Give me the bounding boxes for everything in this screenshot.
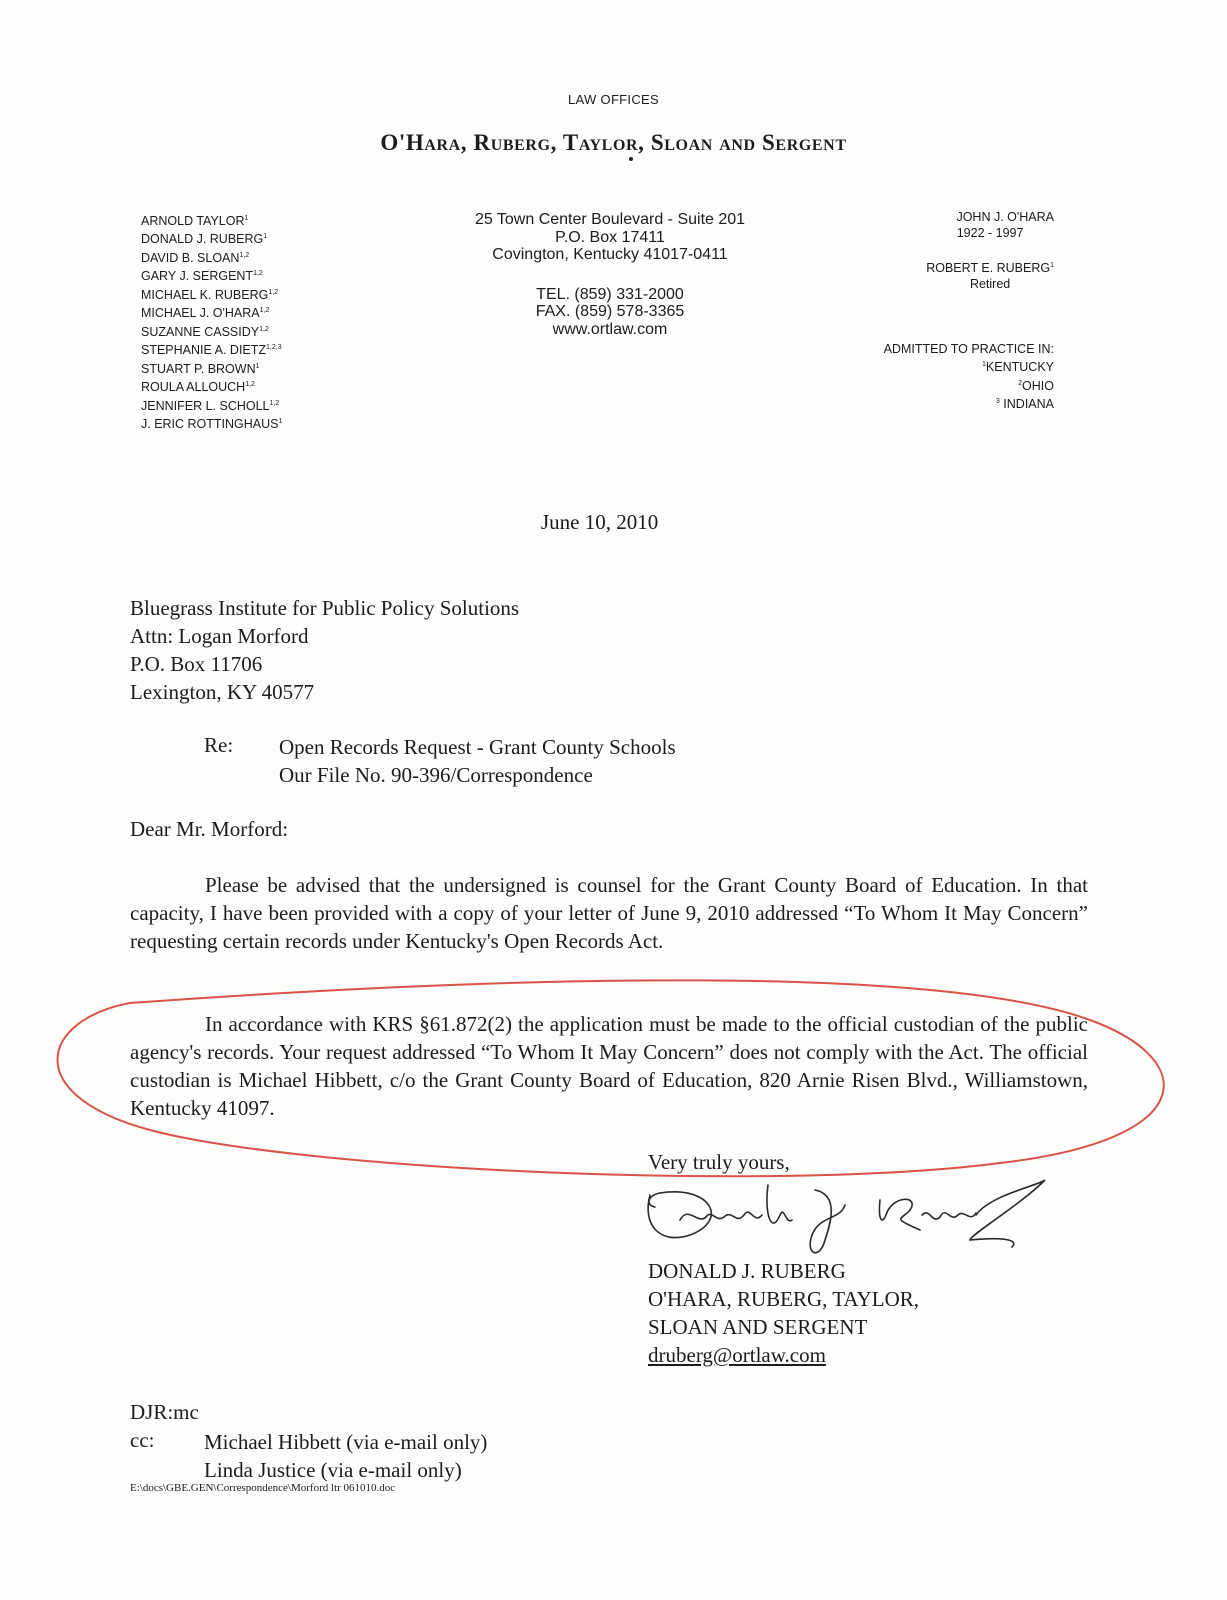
attorney-sup: 1,2	[269, 399, 280, 407]
attorney-sup: 1,2,3	[266, 344, 282, 352]
attorney-name: STUART P. BROWN	[141, 361, 256, 376]
attorney-sup: 1,2	[268, 288, 279, 296]
closing: Very truly yours,	[648, 1150, 790, 1174]
attorney-list	[141, 211, 282, 432]
paragraph-1-text: Please be advised that the undersigned is counsel for the Grant County Board of Education. In that capacity, I have been provided with a copy of your letter of June 9, 2010 addressed “To Whom It May Concern” requesting certain records under Kentucky's Open Records Act.	[130, 873, 1088, 953]
re-line: Our File No. 90-396/Correspondence	[279, 763, 593, 787]
retired-sup: 1	[1050, 261, 1054, 269]
re-line: Open Records Request - Grant County Schools	[279, 735, 676, 759]
handwritten-signature	[640, 1165, 1060, 1260]
recipient-address	[130, 594, 519, 706]
signer-name: DONALD J. RUBERG	[648, 1259, 846, 1283]
attorney-sup: 1,2	[259, 325, 269, 333]
salutation: Dear Mr. Morford:	[130, 817, 289, 841]
attorney-item	[141, 359, 282, 377]
re-subject	[279, 733, 676, 789]
signer-email-link[interactable]: druberg@ortlaw.com	[648, 1343, 826, 1367]
attorney-sup: 1,2	[239, 251, 250, 259]
firm-address-block	[430, 211, 790, 338]
recipient-line: Bluegrass Institute for Public Policy Solutions	[130, 596, 520, 620]
recipient-line: Lexington, KY 40577	[130, 680, 315, 704]
re-label: Re:	[204, 733, 234, 757]
cc-recipient: Michael Hibbett (via e-mail only)	[204, 1430, 488, 1454]
attorney-sup: 1	[244, 215, 249, 222]
admitted-block	[884, 341, 1054, 413]
attorney-sup: 1,2	[259, 307, 270, 315]
state-sup: 1	[982, 361, 986, 369]
attorney-item	[141, 340, 282, 358]
attorney-item	[141, 266, 282, 284]
attorney-sup: 1,2	[245, 381, 255, 389]
admitted-state-item	[884, 357, 1054, 375]
admitted-label: ADMITTED TO PRACTICE IN:	[883, 342, 1054, 356]
cc-list	[204, 1428, 487, 1484]
attorney-sup: 1	[278, 417, 283, 425]
attorney-item	[141, 285, 282, 303]
paragraph-2	[130, 1010, 1088, 1122]
attorney-name: SUZANNE CASSIDY	[141, 324, 260, 339]
retired-label: Retired	[969, 277, 1011, 292]
attorney-item	[141, 211, 282, 229]
signer-firm-line-1: O'HARA, RUBERG, TAYLOR,	[648, 1287, 920, 1311]
attorney-sup: 1	[263, 233, 268, 241]
cc-recipient: Linda Justice (via e-mail only)	[204, 1458, 462, 1482]
attorney-name: GARY J. SERGENT	[141, 269, 254, 284]
firm-name-text: O'Hara, Ruberg, Taylor, Sloan and Sergent	[380, 130, 847, 155]
attorney-name: MICHAEL J. O'HARA	[141, 306, 260, 321]
firm-name	[0, 130, 1227, 156]
paragraph-1	[130, 871, 1088, 955]
attorney-item	[141, 377, 282, 395]
admitted-state-item	[884, 376, 1054, 394]
recipient-line: P.O. Box 11706	[130, 652, 263, 676]
state-name: OHIO	[1022, 378, 1054, 393]
address-line-1: 25 Town Center Boulevard - Suite 201	[474, 211, 746, 228]
law-offices-label: LAW OFFICES	[568, 92, 659, 107]
founder-block	[926, 209, 1054, 292]
attorney-sup: 1,2	[253, 270, 263, 278]
retired-name: ROBERT E. RUBERG	[926, 260, 1051, 275]
telephone: TEL. (859) 331-2000	[536, 285, 684, 303]
file-path: E:\docs\GBE.GEN\Correspondence\Morford ltr 061010.doc	[130, 1482, 396, 1494]
attorney-name: J. ERIC ROTTINGHAUS	[141, 417, 279, 432]
retired-partner	[926, 258, 1054, 276]
state-sup: 3	[995, 398, 1000, 406]
recipient-line: Attn: Logan Morford	[130, 624, 309, 648]
website-link[interactable]: www.ortlaw.com	[552, 320, 668, 338]
founder-name: JOHN J. O'HARA	[956, 210, 1054, 224]
state-sup: 2	[1018, 379, 1023, 387]
attorney-name: MICHAEL K. RUBERG	[141, 287, 269, 302]
letter-date: June 10, 2010	[541, 510, 659, 534]
attorney-name: JENNIFER L. SCHOLL	[141, 398, 270, 413]
attorney-item	[141, 322, 282, 340]
attorney-item	[141, 229, 282, 247]
admitted-state-item	[884, 394, 1054, 412]
attorney-sup: 1	[255, 362, 260, 370]
cc-label: cc:	[130, 1428, 155, 1452]
state-name: INDIANA	[999, 397, 1054, 412]
attorney-item	[141, 303, 282, 321]
attorney-item	[141, 414, 282, 432]
attorney-name: STEPHANIE A. DIETZ	[141, 343, 267, 358]
signature-block	[648, 1257, 919, 1369]
admitted-states	[884, 357, 1054, 412]
attorney-name: ARNOLD TAYLOR	[141, 214, 245, 229]
fax: FAX. (859) 578-3365	[535, 303, 685, 320]
state-name: KENTUCKY	[985, 360, 1054, 375]
founder-years: 1922 - 1997	[956, 226, 1024, 241]
attorney-item	[141, 396, 282, 414]
attorney-name: ROULA ALLOUCH	[141, 380, 246, 395]
address-line-3: Covington, Kentucky 41017-0411	[492, 246, 728, 263]
address-line-2: P.O. Box 17411	[555, 228, 665, 246]
attorney-name: DONALD J. RUBERG	[141, 232, 264, 247]
signer-firm-line-2: SLOAN AND SERGENT	[648, 1315, 868, 1339]
paragraph-2-text: In accordance with KRS §61.872(2) the application must be made to the official custodian of the public agency's records. Your request addressed “To Whom It May Concern” does not comply with the Act. The official custodian is Michael Hibbett, c/o the Grant County Board of Education, 820 Arnie Risen Blvd., Williamstown, Kentucky 41097.	[130, 1012, 1088, 1120]
typist-initials: DJR:mc	[130, 1400, 199, 1424]
attorney-name: DAVID B. SLOAN	[141, 251, 240, 266]
decorative-dot-icon	[629, 157, 633, 161]
attorney-item	[141, 248, 282, 266]
